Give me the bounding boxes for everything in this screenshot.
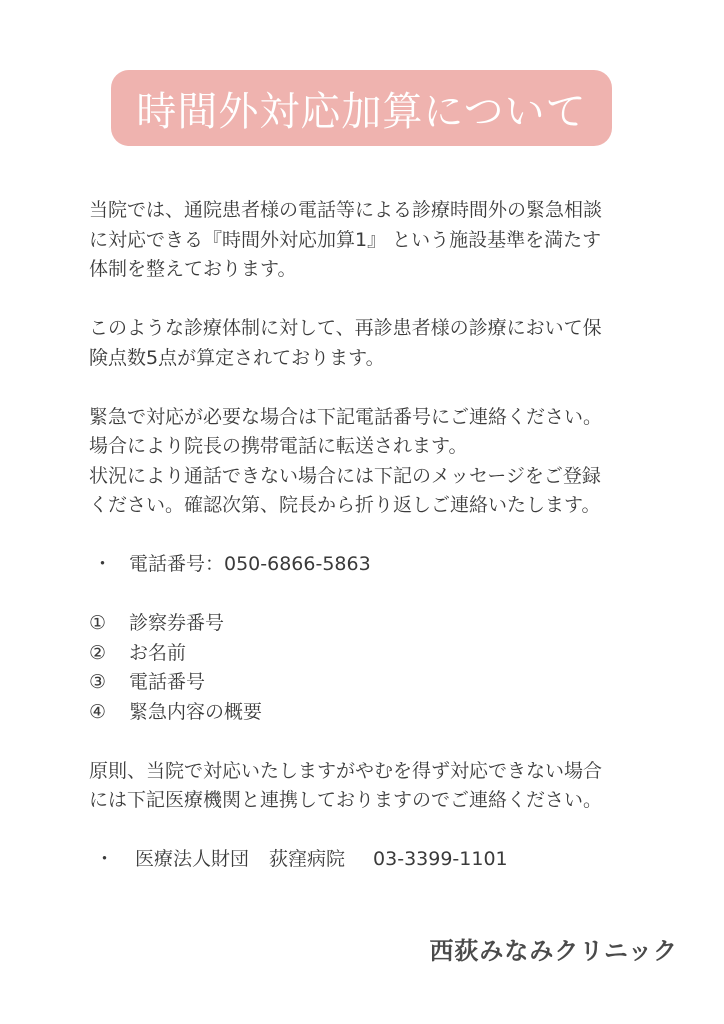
clinic-name: 西荻みなみクリニック [429, 937, 678, 965]
text-line: に対応できる『時間外対応加算1』 という施設基準を満たす [89, 228, 602, 251]
circled-number: ② [89, 641, 107, 664]
bullet-icon: ・ [93, 553, 113, 575]
text-line: 状況により通話できない場合には下記のメッセージをご登録 [89, 464, 601, 487]
emergency-paragraph [89, 403, 669, 521]
text-line: 当院では、通院患者様の電話等による診療時間外の緊急相談 [89, 199, 603, 221]
text-line: 緊急で対応が必要な場合は下記電話番号にご連絡ください。 [89, 405, 603, 428]
intro-paragraph [89, 196, 669, 285]
list-item [89, 698, 669, 728]
text-line: には下記医療機関と連携しておりますのでご連絡ください。 [89, 789, 603, 811]
circled-number: ④ [89, 700, 107, 723]
list-item [89, 668, 669, 698]
list-item [89, 639, 669, 669]
list-item [89, 609, 669, 639]
partner-hospital-item [89, 845, 669, 875]
hospital-phone: 03-3399-1101 [373, 848, 508, 870]
text-line: 場合により院長の携帯電話に転送されます。 [89, 435, 468, 457]
closing-paragraph [89, 757, 669, 816]
circled-number: ① [89, 612, 107, 634]
list-item-label: 電話番号 [129, 671, 206, 693]
text-line: このような診療体制に対して、再診患者様の診療において保 [89, 317, 602, 339]
phone-number-text: 電話番号：050-6866-5863 [129, 553, 371, 575]
text-line: 険点数5点が算定されております。 [89, 346, 385, 369]
page-title: 時間外対応加算について [136, 88, 587, 135]
circled-number: ③ [89, 671, 107, 693]
message-items-list [89, 609, 669, 727]
text-line: ください。確認次第、院長から折り返しご連絡いたします。 [89, 494, 601, 516]
notice-body [89, 196, 669, 875]
text-line: 原則、当院で対応いたしますがやむを得ず対応できない場合 [89, 759, 603, 782]
hospital-name: 荻窪病院 [269, 848, 346, 870]
title-banner [111, 70, 612, 146]
list-item-label: 診察券番号 [129, 612, 225, 634]
fee-paragraph [89, 314, 669, 373]
list-item-label: お名前 [129, 641, 187, 664]
text-line: 体制を整えております。 [89, 258, 297, 280]
hospital-org: 医療法人財団 [135, 848, 250, 870]
phone-number-item [89, 550, 669, 580]
list-item-label: 緊急内容の概要 [129, 700, 263, 723]
bullet-icon: ・ [95, 848, 115, 870]
